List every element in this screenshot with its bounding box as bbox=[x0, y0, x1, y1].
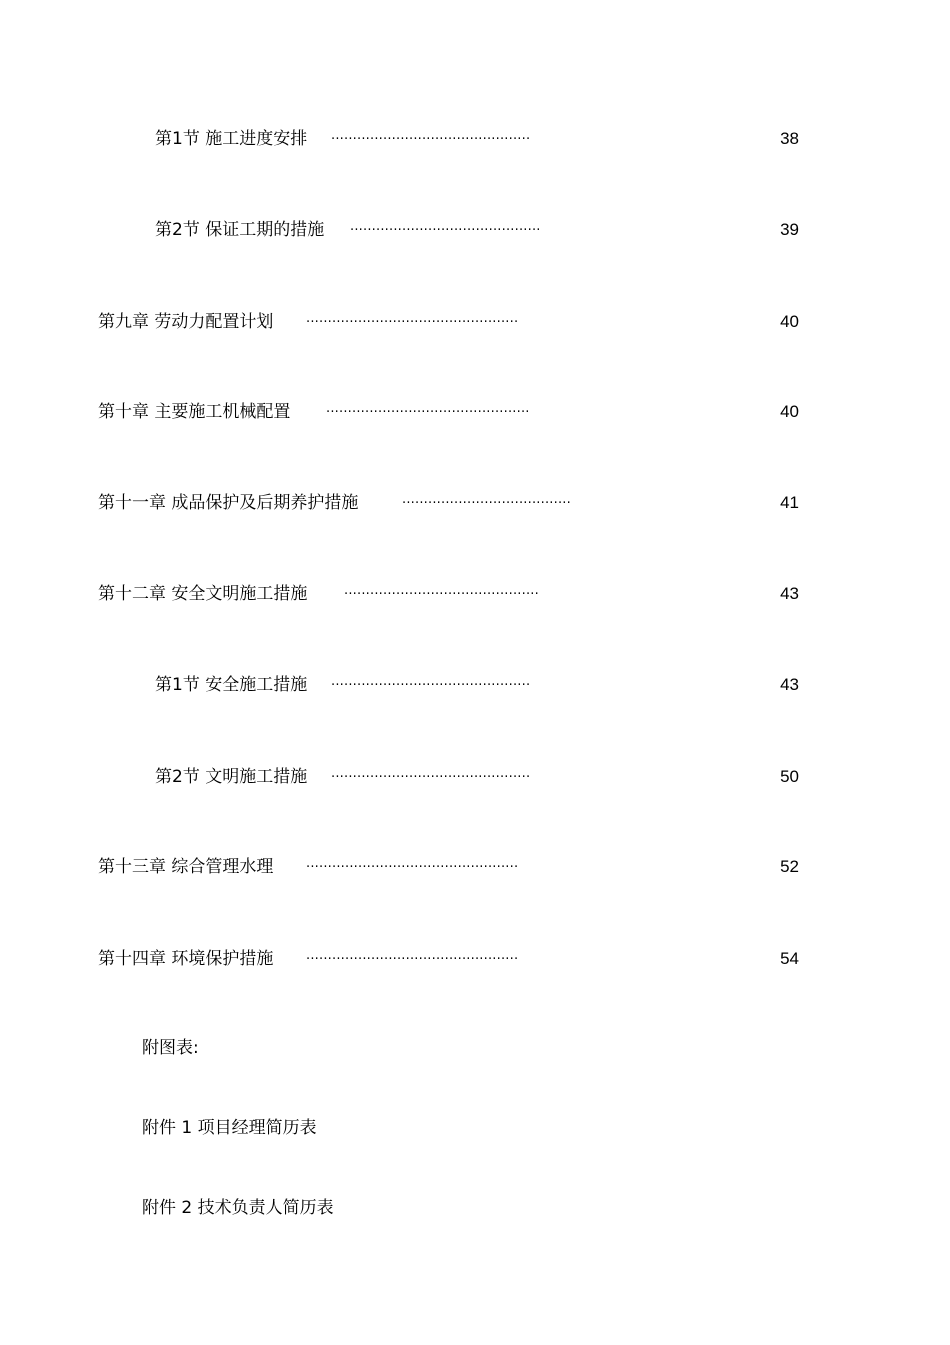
toc-page-number: 43 bbox=[780, 675, 799, 694]
toc-page-number: 40 bbox=[780, 312, 799, 331]
toc-leader-dots: ............................................. bbox=[344, 583, 539, 598]
appendix-item: 附件 2 技术负责人简历表 bbox=[142, 1198, 334, 1218]
toc-page-number: 54 bbox=[780, 949, 799, 968]
toc-entry bbox=[0, 127, 950, 151]
toc-leader-dots: ................................................. bbox=[306, 311, 519, 326]
toc-entry bbox=[0, 310, 950, 334]
toc-entry bbox=[0, 582, 950, 606]
appendix-item: 附件 1 项目经理简历表 bbox=[142, 1118, 317, 1138]
toc-entry bbox=[0, 400, 950, 424]
toc-page-number: 39 bbox=[780, 220, 799, 239]
toc-entry bbox=[0, 947, 950, 971]
toc-entry bbox=[0, 218, 950, 242]
toc-page-number: 40 bbox=[780, 402, 799, 421]
toc-entry-label: 第2节 保证工期的措施 bbox=[155, 220, 325, 240]
toc-entry-label: 第十二章 安全文明施工措施 bbox=[98, 584, 308, 604]
toc-leader-dots: .............................................. bbox=[331, 128, 531, 143]
toc-entry-label: 第十四章 环境保护措施 bbox=[98, 949, 274, 969]
toc-entry-label: 第1节 安全施工措施 bbox=[155, 675, 308, 695]
toc-entry-label: 第2节 文明施工措施 bbox=[155, 767, 308, 787]
toc-leader-dots: ....................................... bbox=[402, 492, 571, 507]
toc-page-number: 52 bbox=[780, 857, 799, 876]
toc-leader-dots: .............................................. bbox=[331, 674, 531, 689]
appendix-heading: 附图表: bbox=[142, 1038, 199, 1058]
toc-page-number: 43 bbox=[780, 584, 799, 603]
toc-entry bbox=[0, 765, 950, 789]
toc-page-number: 38 bbox=[780, 129, 799, 148]
toc-entry-label: 第1节 施工进度安排 bbox=[155, 129, 308, 149]
toc-entry-label: 第十三章 综合管理水理 bbox=[98, 857, 274, 877]
toc-leader-dots: ............................................... bbox=[326, 401, 530, 416]
toc-entry-label: 第十一章 成品保护及后期养护措施 bbox=[98, 493, 359, 513]
toc-entry bbox=[0, 491, 950, 515]
toc-leader-dots: ................................................. bbox=[306, 948, 519, 963]
toc-page-number: 41 bbox=[780, 493, 799, 512]
toc-entry bbox=[0, 855, 950, 879]
toc-page-number: 50 bbox=[780, 767, 799, 786]
toc-entry bbox=[0, 673, 950, 697]
toc-entry-label: 第九章 劳动力配置计划 bbox=[98, 312, 274, 332]
toc-leader-dots: .............................................. bbox=[331, 766, 531, 781]
toc-leader-dots: ............................................ bbox=[350, 219, 541, 234]
toc-entry-label: 第十章 主要施工机械配置 bbox=[98, 402, 291, 422]
toc-leader-dots: ................................................. bbox=[306, 856, 519, 871]
